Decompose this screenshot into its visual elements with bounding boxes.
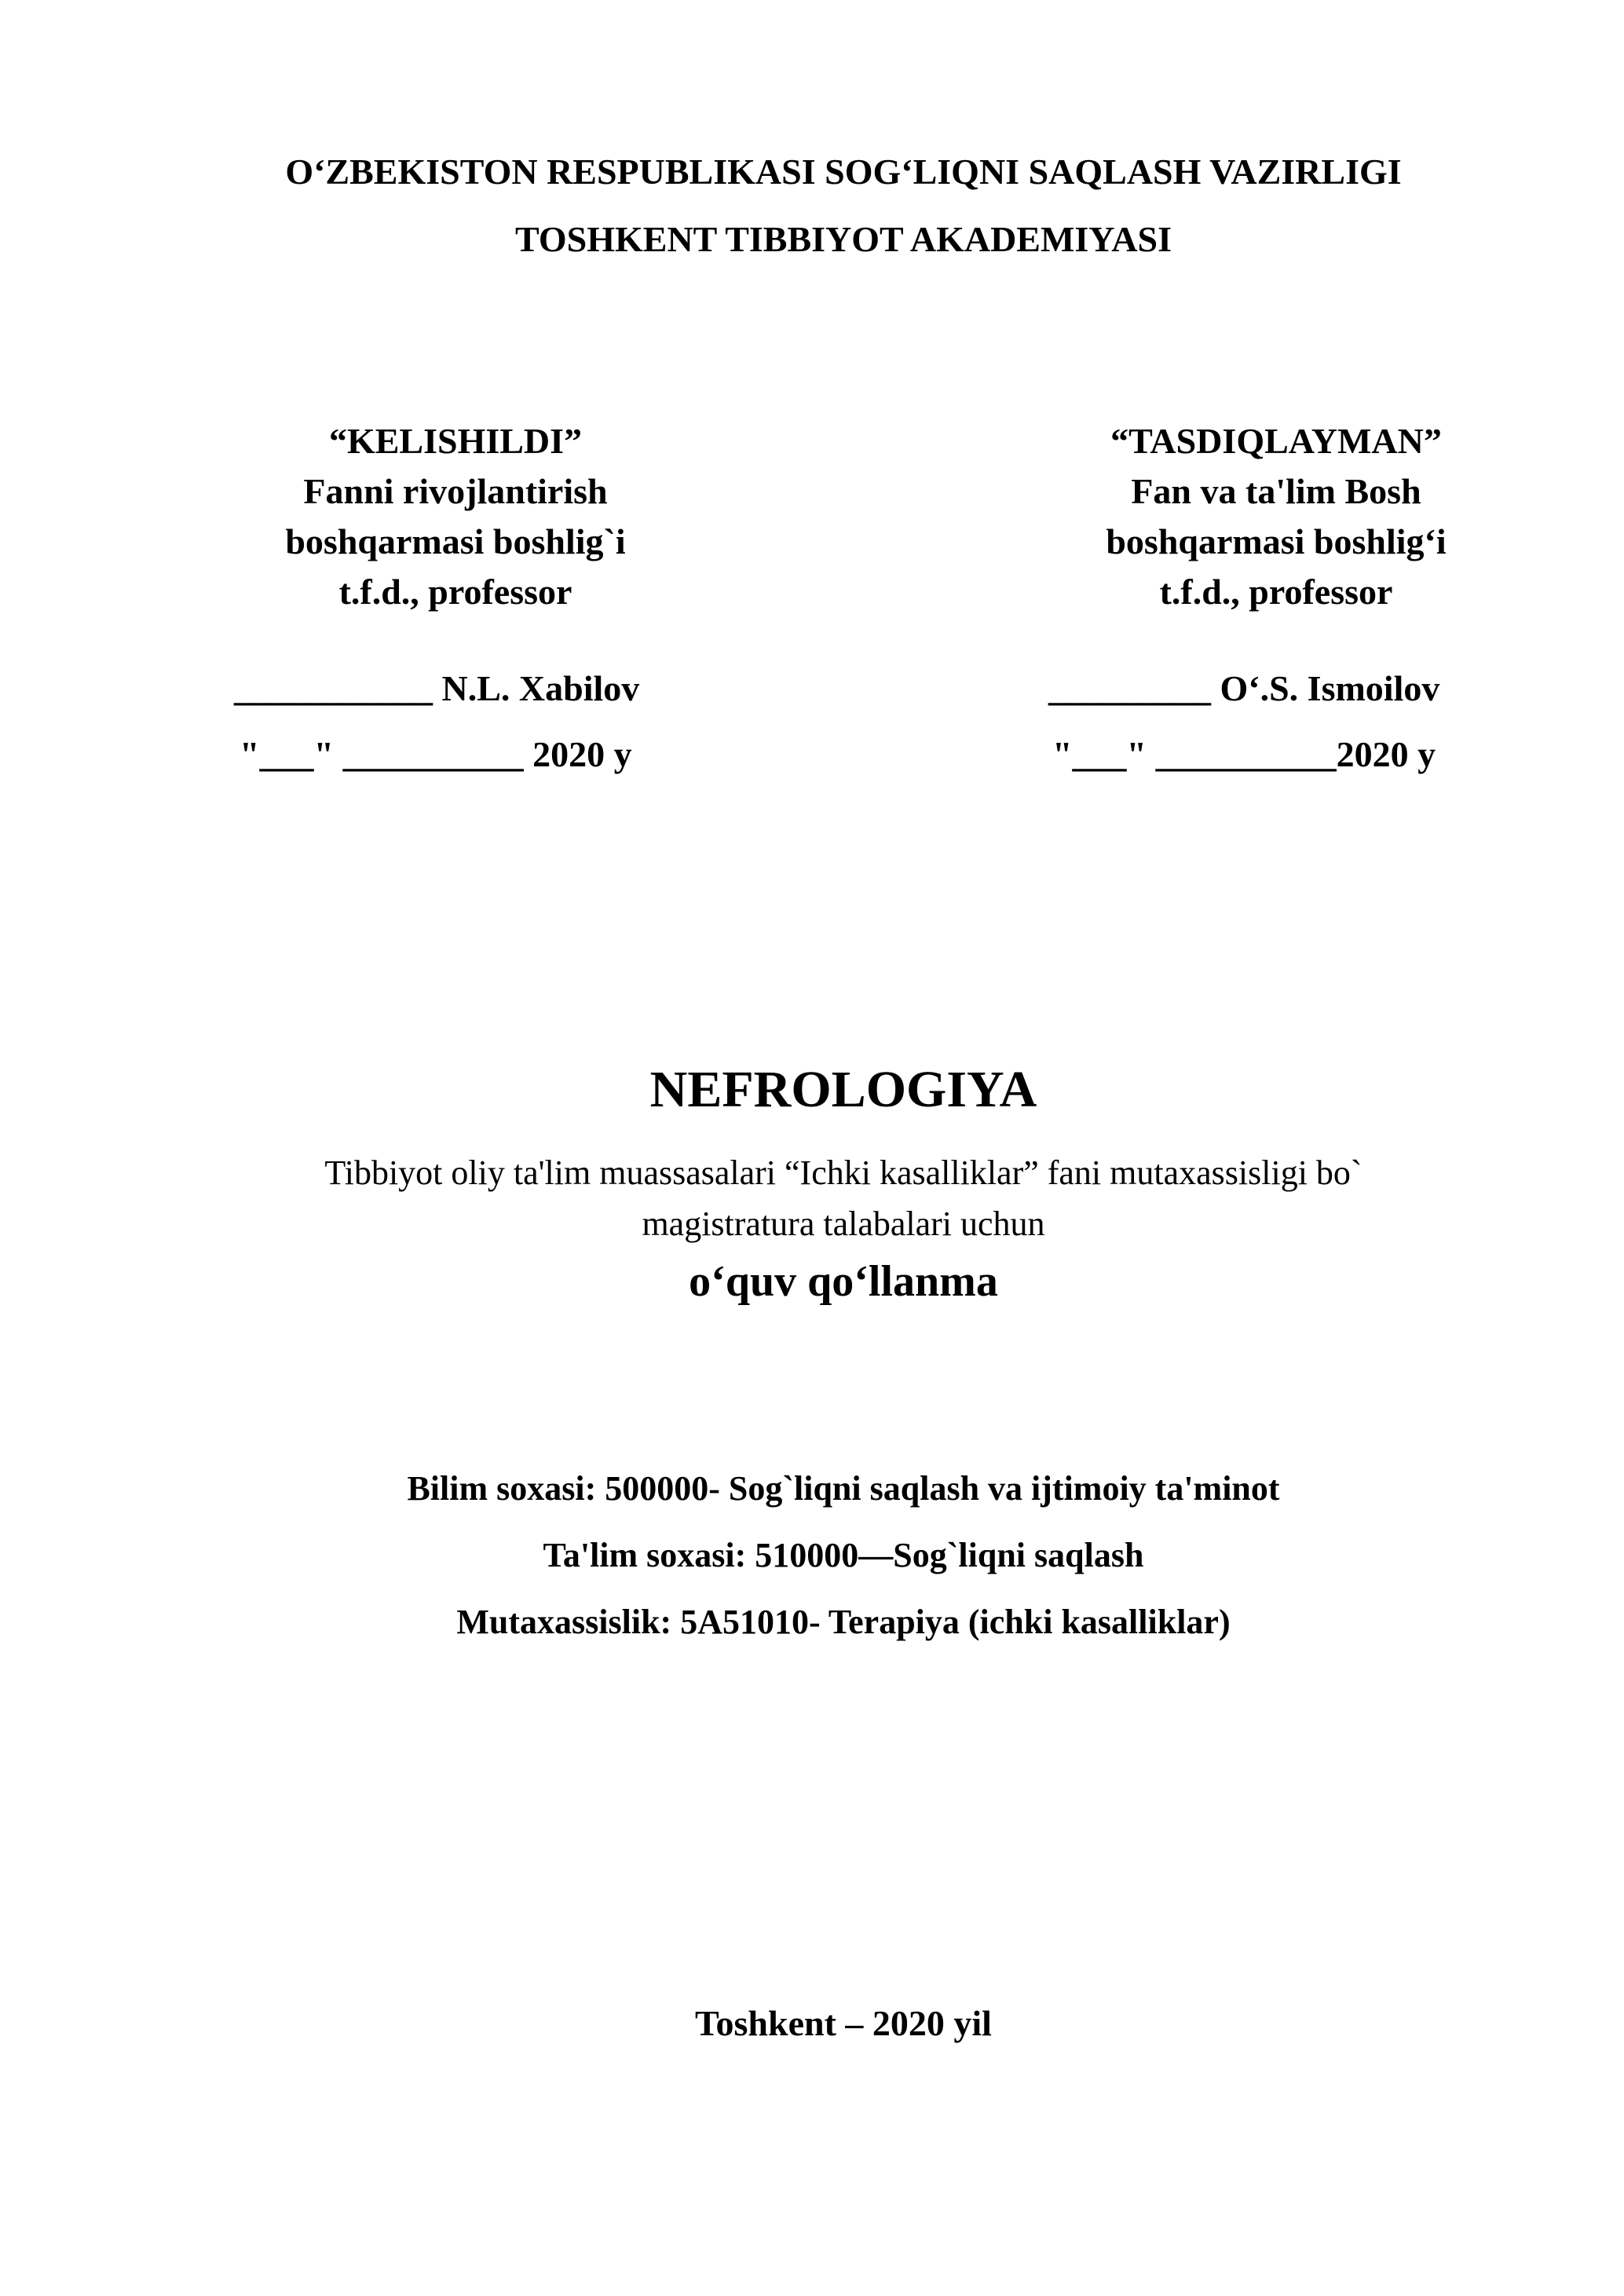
specialty: Mutaxassislik: 5A51010- Terapiya (ichki kasalliklar)	[456, 1603, 1231, 1641]
approval-heading: “TASDIQLAYMAN”	[1110, 421, 1442, 461]
document-type: o‘quv qo‘llanma	[689, 1257, 998, 1306]
approval-block-agreed	[212, 416, 699, 617]
place-and-year: Toshkent – 2020 yil	[695, 2003, 992, 2043]
approval-position-line: boshqarmasi boshlig`i	[285, 521, 626, 561]
field-of-education: Ta'lim soxasi: 510000—Sog`liqni saqlash	[543, 1536, 1144, 1574]
ministry-heading: O‘ZBEKISTON RESPUBLIKASI SOG‘LIQNI SAQLASH VAZIRLIGI	[285, 152, 1402, 192]
approval-block-approved	[1033, 416, 1520, 617]
date-line-left: "___" __________ 2020 y	[240, 734, 632, 774]
signature-line-right: _________ O‘.S. Ismoilov	[1048, 668, 1440, 708]
approval-position-line: boshqarmasi boshlig‘i	[1106, 521, 1447, 561]
academy-heading: TOSHKENT TIBBIYOT AKADEMIYASI	[515, 219, 1172, 259]
field-of-knowledge: Bilim soxasi: 500000- Sog`liqni saqlash va ijtimoiy ta'minot	[407, 1469, 1280, 1508]
approval-position-line: Fanni rivojlantirish	[303, 471, 608, 511]
approval-degree-line: t.f.d., professor	[1159, 572, 1393, 612]
document-subtitle: magistratura talabalari uchun	[642, 1205, 1045, 1243]
date-line-right: "___" __________2020 y	[1052, 734, 1436, 774]
approval-heading: “KELISHILDI”	[328, 421, 583, 461]
document-subtitle: Tibbiyot oliy ta'lim muassasalari “Ichki kasalliklar” fani mutaxassisligi bo`	[324, 1153, 1362, 1192]
approval-position-line: Fan va ta'lim Bosh	[1131, 471, 1421, 511]
document-title: NEFROLOGIYA	[649, 1061, 1037, 1118]
signature-line-left: ___________ N.L. Xabilov	[234, 668, 640, 708]
approval-degree-line: t.f.d., professor	[338, 572, 572, 612]
